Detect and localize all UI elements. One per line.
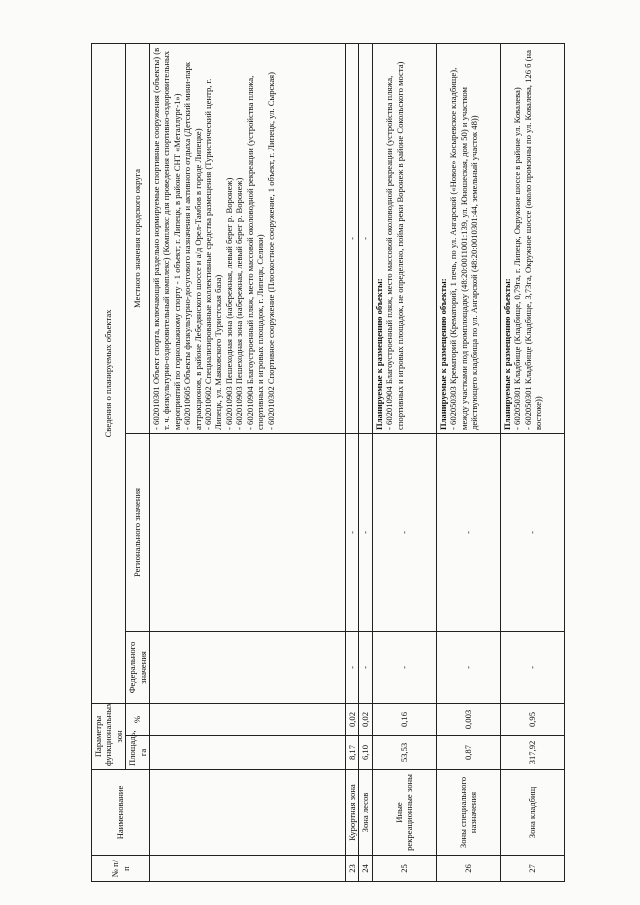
header-row-1: [92, 43, 126, 881]
list-item: - 602010903 Пешеходная зона (набережная, левый берег р. Воронеж): [234, 177, 245, 430]
header-area: Площадь, га: [126, 736, 150, 770]
list-item: - 602050303 Крематорий (Крематорий, 1 печь, по ул. Ангарской («Новое» Косыревское кладбище), между участками под промплощадку (48:20:0011001:139, ул. Юношеская, дом 50) и участком действующего кладбища по ул. Ангарской (48:20:0010301:44, земельный участок 48)): [448, 67, 480, 430]
list-item: - 602010302 Спортивное сооружение (Плоскостное сооружение, 1 объект, г. Липецк, ул. Сырская): [265, 72, 276, 430]
list-item: - 602050301 Кладбище (Кладбище, 3,73га, Окружное шоссе (около промзоны по ул. Ковалева, 126 б (на востоке)): [522, 50, 544, 430]
header-name: Наименование: [92, 770, 150, 856]
list-item: - 602010904 Благоустроенный пляж, место массовой околоводной рекреации (устройства пляжа, спортивных и игровых площадок, г. Липецк, Селики): [244, 75, 266, 430]
list-item: - 602050301 Кладбище (Кладбище, 0,79га, г. Липецк, Окружное шоссе в районе ул. Ковалева): [512, 87, 523, 430]
continuation-row: [150, 43, 346, 881]
header-row-2: [126, 43, 150, 881]
continuation-local-list: [150, 43, 346, 433]
table-row: 26 Зоны специального назначения 0,87 0,003 - - Планируемые к размещению объекты: - 602050303 Крематорий (Крематорий, 1 печь, по ул. Ангарской («Новое» Косыревское кладбище), между участками под промплощадку (48:20:0011001:139, ул. Юношеская, дом 50) и участком действующего кладбища по ул. Ангарской (48:20:0010301:44, земельный участок 48)): [436, 43, 500, 881]
planned-objects-table: [91, 43, 565, 882]
header-num: № п/п: [92, 856, 150, 882]
table-row: 23 Курортная зона 8,17 0,02 - - -: [346, 43, 359, 881]
table-row: 27 Зона кладбищ 317,92 0,95 - - Планируемые к размещению объекты: - 602050301 Кладбище (Кладбище, 0,79га, г. Липецк, Окружное шоссе в районе ул. Ковалева) - 602050301 Кладбище (Кладбище, 3,73га, Окружное шоссе (около промзоны по ул. Ковалева, 126 б (на востоке)): [500, 43, 564, 881]
header-pct: %: [126, 703, 150, 735]
table-row: 24 Зона лесов 6,10 0,02 - - -: [359, 43, 372, 881]
rotated-table-sheet: [91, 44, 613, 882]
header-params: Параметры функциональных зон: [92, 703, 126, 769]
header-federal: Федерального значения: [126, 631, 150, 703]
header-info: Сведения о планируемых объектах: [92, 43, 126, 703]
list-item: - 602010904 Благоустроенный пляж, место массовой околоводной рекреации (устройства пляжа, спортивных и игровых площадок, не определено, пойма реки Воронеж в районе Сокольского моста): [384, 61, 405, 430]
list-item: - 602010602 Специализированные коллективные средства размещения (Туристический центр, г. Липецк, ул. Маяковского Туристская база): [203, 78, 224, 430]
table-row: 25 Иные рекреационные зоны 53,53 0,16 - - Планируемые к размещению объекты: - 602010904 Благоустроенный пляж, место массовой околоводной рекреации (устройства пляжа, спортивных и игровых площадок, не определено, пойма реки Воронеж в районе Сокольского моста): [372, 43, 436, 881]
header-regional: Регионального значения: [126, 433, 150, 631]
list-item: - 602010605 Объекты физкультурно-досугового назначения и активного отдыха (Детский мини-парк аттракционов, в районе Лебедянского шоссе и а/д Орел-Тамбов в городе Липецке): [182, 61, 203, 430]
header-local: Местного значения городского округа: [126, 43, 150, 433]
list-item: - 602010903 Пешеходная зона (набережная, левый берег р. Воронеж): [223, 177, 234, 430]
list-item: - 602010301 Объект спорта, включающий раздельно нормируемые спортивные сооружения (объекты) (в т. ч. физкультурно-оздоровительный комплекс) (Комплекс для проведения спортивно-оздоровительных мероприятий по горнолыжному спорту - 1 объект; г. Липецк, в районе СНТ «Металлург-1»): [151, 47, 182, 430]
